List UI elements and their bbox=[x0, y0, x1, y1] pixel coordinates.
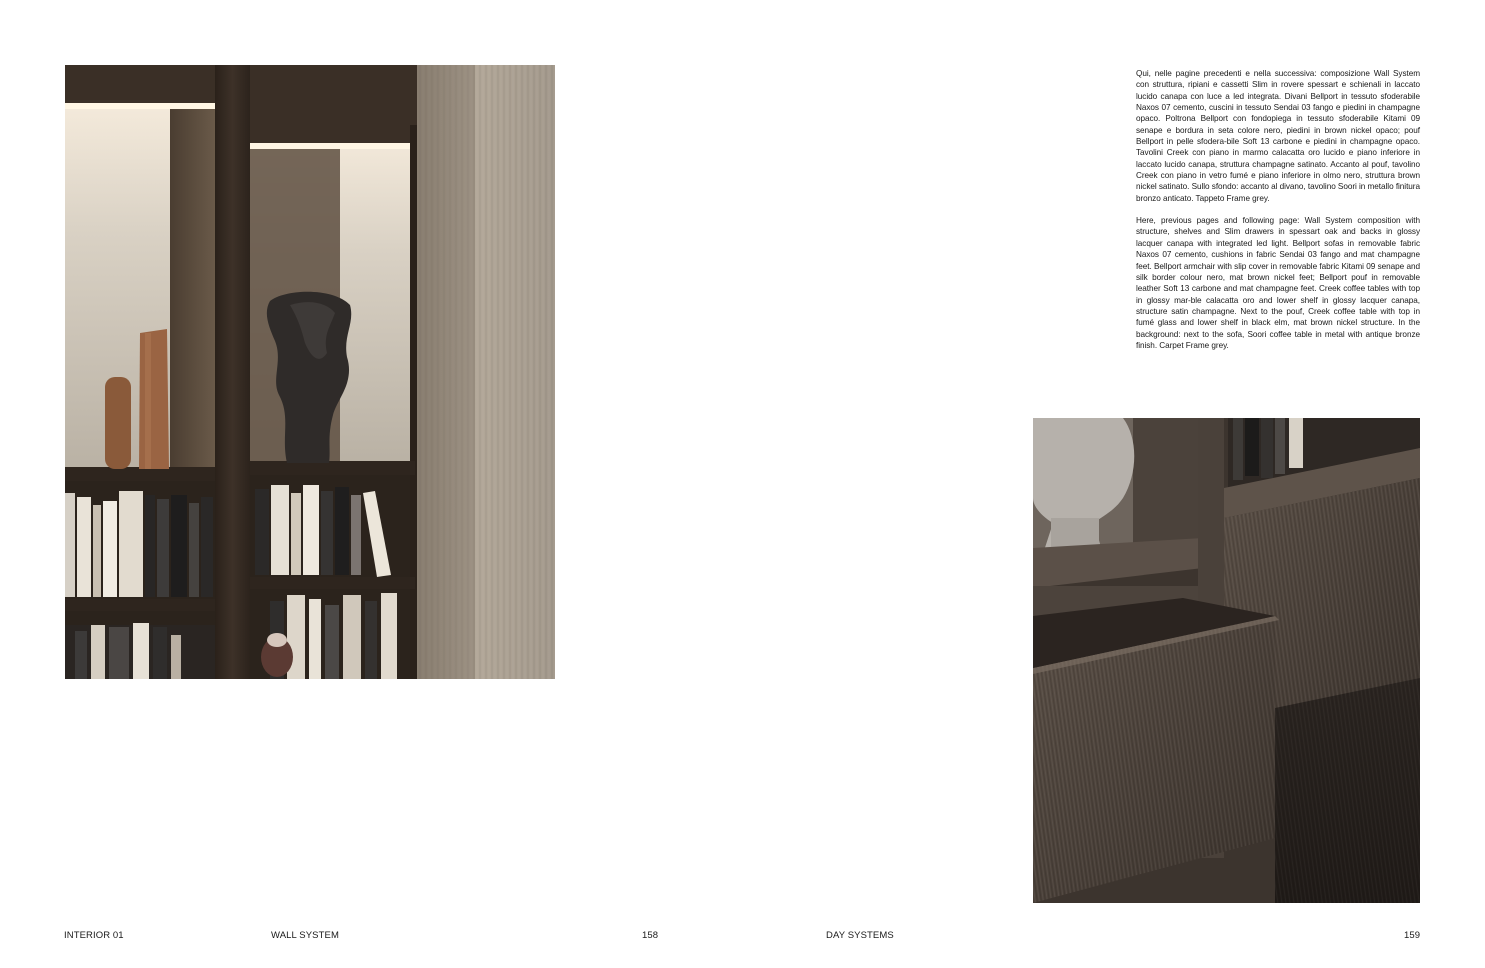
caption-italian: Qui, nelle pagine precedenti e nella successiva: composizione Wall System con struttura, ripiani e cassetti Slim in rovere spessart e schienali in laccato lucido canapa con luce a led integrata. Divani Bellport in tessuto sfoderabile Naxos 07 cemento, cuscini in tessuto Sendai 03 fango e piedini in champagne opaco. Poltrona Bellport con fondopiega in tessuto sfoderabile Kitami 09 senape e bordura in seta colore nero, piedini in brown nickel opaco; pouf Bellport in pelle sfodera-bile Soft 13 carbone e piedini in champagne opaco. Tavolini Creek con piano in marmo calacatta oro lucido e piano inferiore in laccato lucido canapa, struttura champagne satinato. Accanto al pouf, tavolino Creek con piano in vetro fumé e piano inferiore in olmo nero, struttura brown nickel satinato. Sullo sfondo: accanto al divano, tavolino Soori in metallo finitura bronzo anticato. Tappeto Frame grey. bbox=[1136, 69, 1420, 203]
bookcase-illustration bbox=[65, 65, 555, 679]
drawer-illustration bbox=[1033, 418, 1420, 903]
page-number-right: 159 bbox=[1404, 930, 1421, 941]
bookcase-photo bbox=[65, 65, 555, 679]
footer-left-title: WALL SYSTEM bbox=[271, 930, 339, 941]
footer-right-title: DAY SYSTEMS bbox=[826, 930, 894, 941]
page-number-left: 158 bbox=[642, 930, 659, 941]
drawer-photo bbox=[1033, 418, 1420, 903]
footer-section-label: INTERIOR 01 bbox=[64, 930, 124, 941]
photo-caption bbox=[1136, 68, 1420, 351]
books-left-shelf bbox=[65, 491, 213, 597]
caption-english: Here, previous pages and following page: Wall System composition with structure, shelves and Slim drawers in spessart oak and backs in glossy lacquer canapa with integrated led light. Bellport sofas in removable fabric Naxos 07 cemento, cushions in fabric Sendai 03 fango and mat champagne feet. Bellport armchair with slip cover in removable fabric Kitami 09 senape and silk border colour nero, mat brown nickel feet; Bellport pouf in removable leather Soft 13 carbone and mat champagne feet. Creek coffee tables with top in glossy mar-ble calacatta oro and lower shelf in glossy lacquer canapa, structure satin champagne. Next to the pouf, Creek coffee table with top in fumé glass and lower shelf in black elm, mat brown nickel structure. In the background: next to the sofa, Soori coffee table in metal with antique bronze finish. Carpet Frame grey. bbox=[1136, 216, 1420, 350]
